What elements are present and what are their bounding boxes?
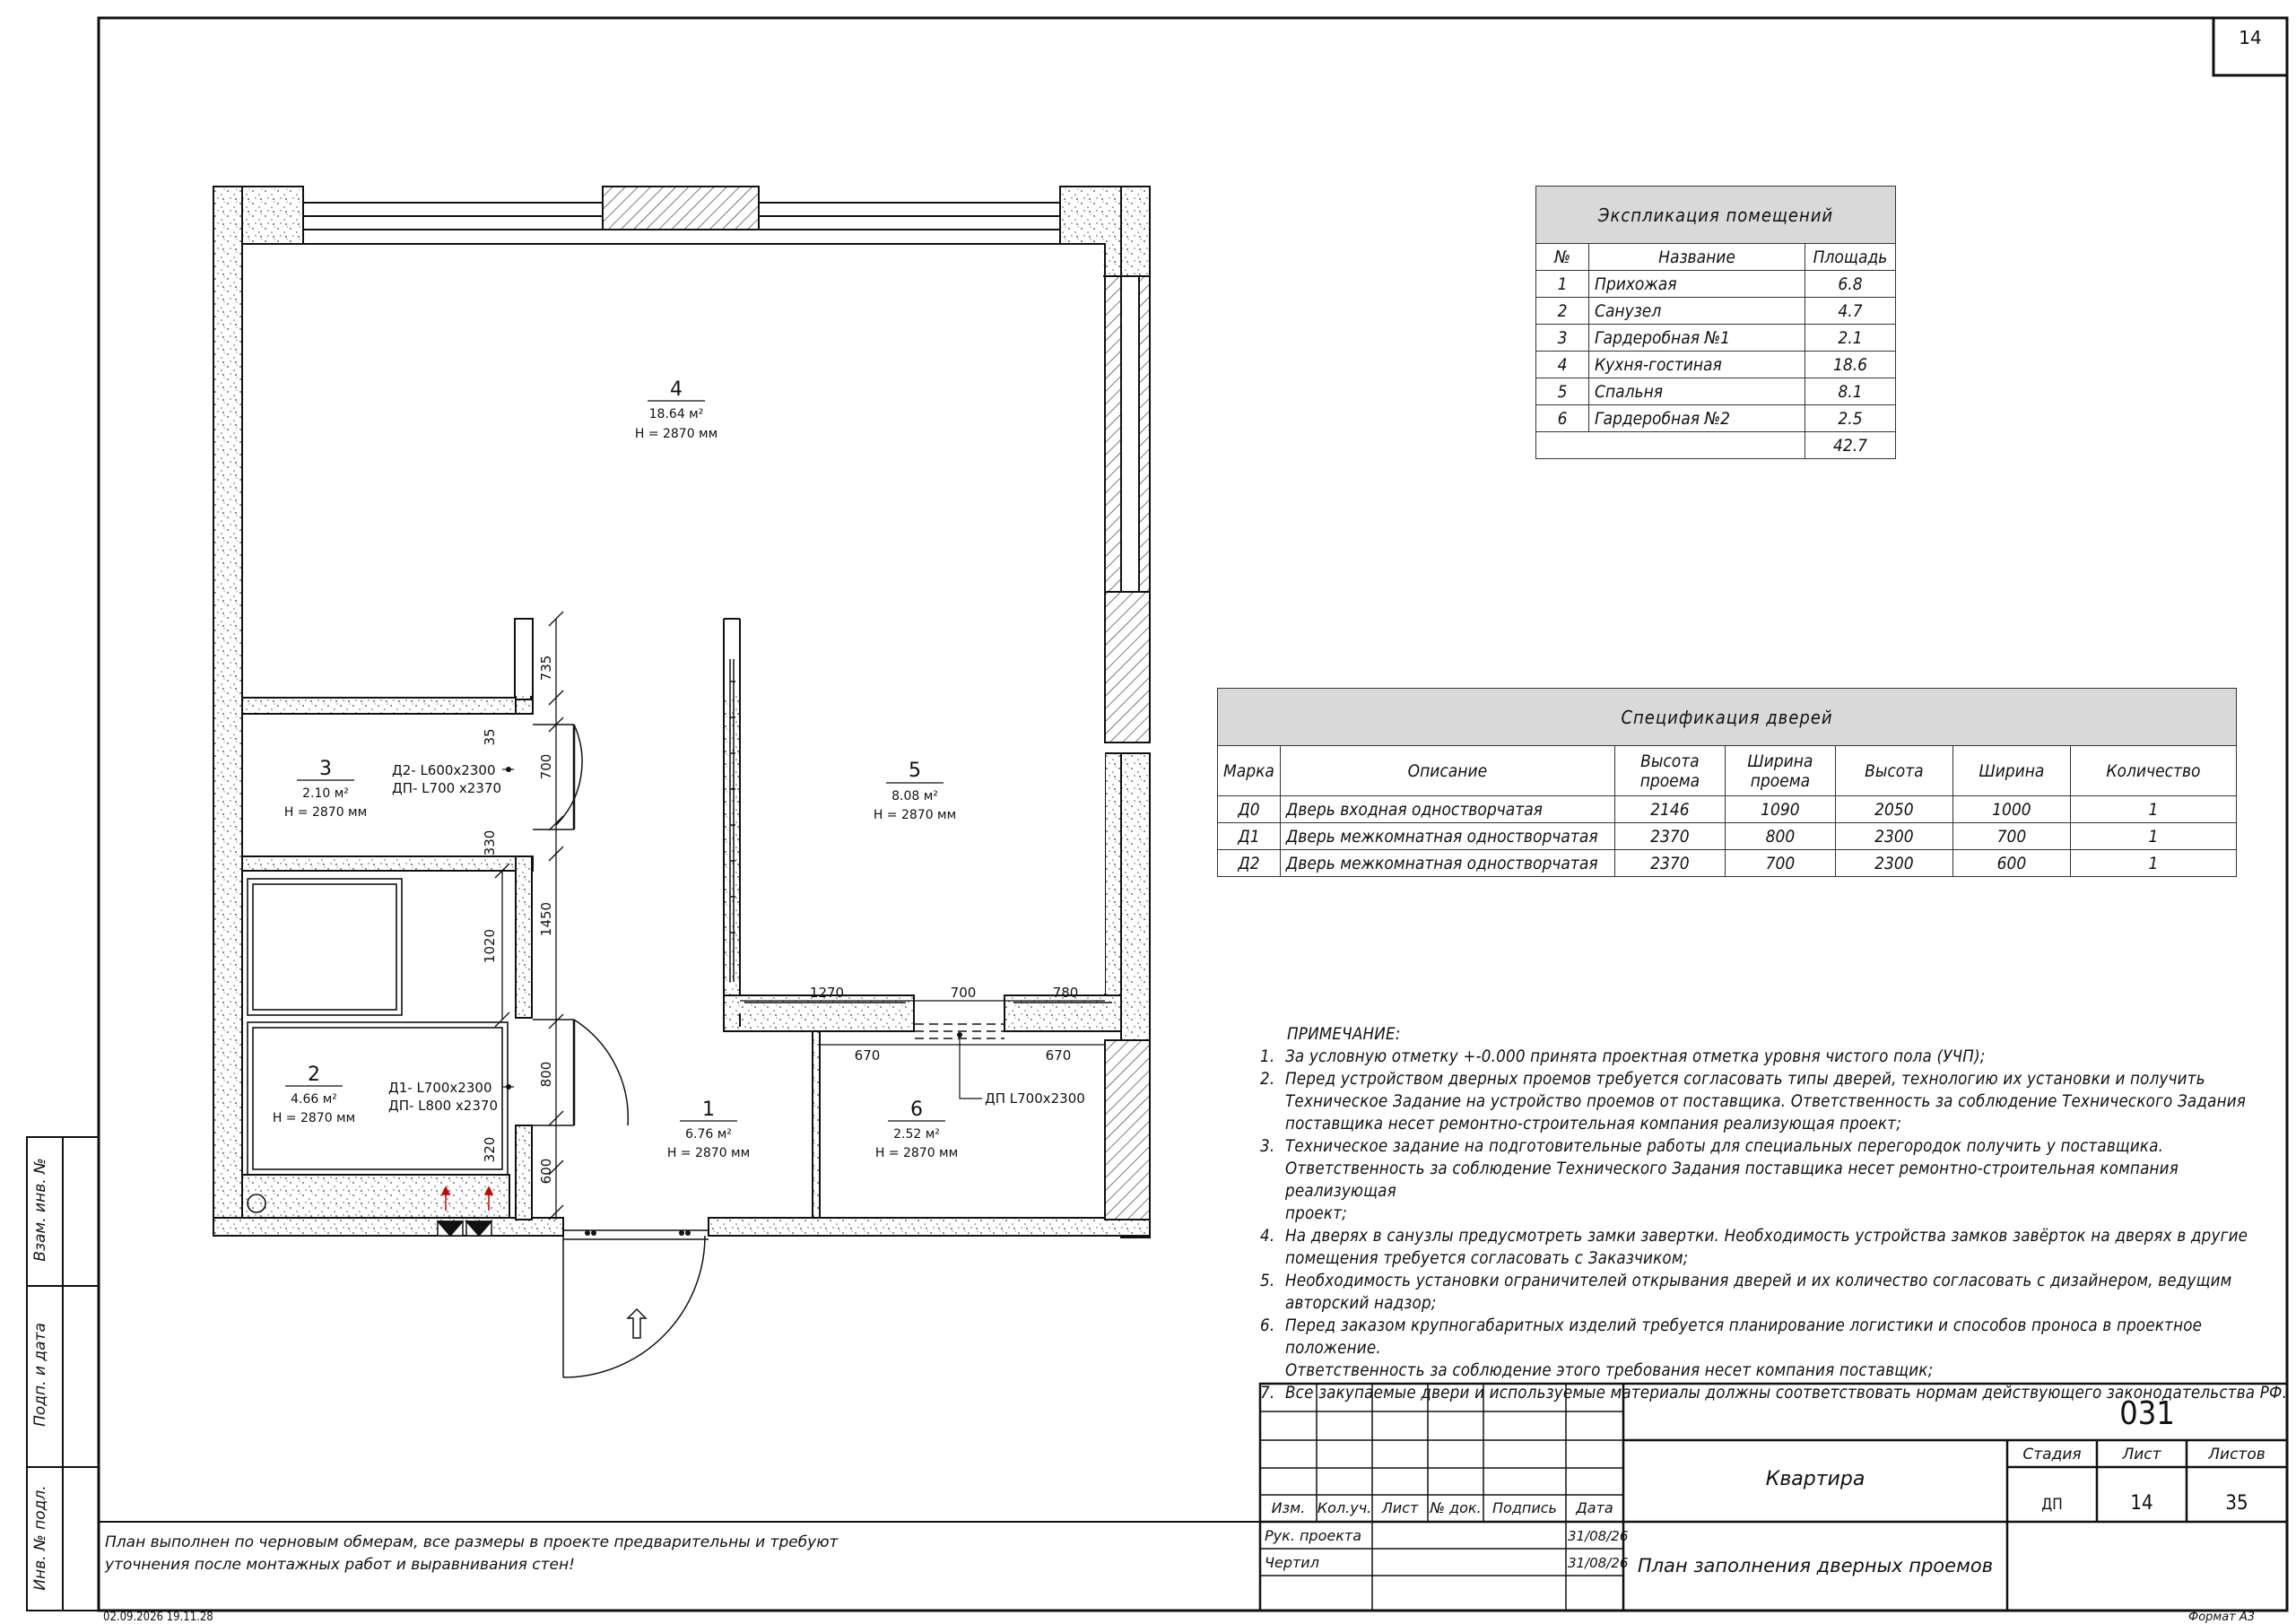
dim-330: 330 [482,829,498,856]
row-num: 1 [1536,271,1589,298]
row-num: 2 [1536,298,1589,325]
stamp-sheet-title: План заполнения дверных проемов [1637,1555,1994,1576]
room-2-height: H = 2870 мм [272,1111,356,1125]
room-1-area: 6.76 м² [685,1127,732,1142]
cell-qty: 1 [2070,823,2236,850]
row-name: Гардеробная №1 [1589,325,1805,352]
stamp-stage-value: ДП [2041,1496,2063,1514]
stamp-date-drafter: 31/08/26 [1568,1555,1629,1571]
door-spec-title: Спецификация дверей [1218,689,2237,746]
note-item: 1. За условную отметку +-0.000 принята проектная отметка уровня чистого пола (УЧП); [1260,1047,1986,1066]
dim-700-h: 700 [950,985,977,1001]
room-2-area: 4.66 м² [291,1092,337,1107]
print-timestamp: 02.09.2026 19.11.28 [103,1611,213,1624]
row-name: Санузел [1589,298,1805,325]
stamp-object-name: Квартира [1765,1468,1866,1490]
dim-780: 780 [1052,985,1079,1001]
dim-670-right: 670 [1045,1047,1072,1064]
cell-h: 2300 [1835,823,1952,850]
explication-header-area: Площадь [1805,244,1896,271]
dim-700: 700 [538,753,554,780]
dim-735: 735 [538,655,554,682]
cell-hopen: 2370 [1614,850,1725,877]
stamp-sheet-value: 14 [2130,1492,2153,1515]
dim-800: 800 [538,1061,554,1088]
notes-title: ПРИМЕЧАНИЕ: [1287,1025,1401,1044]
row-num: 5 [1536,378,1589,405]
stamp-sheets-value: 35 [2225,1492,2248,1515]
note-item: 3. Техническое задание на подготовительные работы для специальных перегородок получить у поставщика. Ответственность за соблюдение Технического Задания поставщика несет ремонтно-строительная компания реализующая проект; [1260,1137,2179,1223]
cell-w: 600 [1952,850,2070,877]
room-2-number: 2 [308,1064,320,1086]
row-area: 4.7 [1805,298,1896,325]
room-1-number: 1 [702,1099,715,1121]
explication-header-name: Название [1589,244,1805,271]
cell-mark: Д1 [1218,823,1281,850]
cell-qty: 1 [2070,796,2236,823]
footnote-line-1: План выполнен по черновым обмерам, все размеры в проекте предварительны и требуют [105,1533,839,1551]
spec-header-w: Ширина [1952,746,2070,796]
row-num: 4 [1536,352,1589,378]
room-1-height: H = 2870 мм [666,1146,751,1160]
room-5-height: H = 2870 мм [873,808,957,822]
door-d1-label: Д1- L700x2300 [388,1080,492,1096]
cell-wopen: 700 [1725,850,1835,877]
stamp-col-kolvo: Кол.уч. [1317,1499,1372,1516]
row-num: 6 [1536,405,1589,432]
stamp-col-doc: № док. [1430,1499,1482,1516]
stamp-col-date: Дата [1576,1499,1613,1516]
cell-w: 700 [1952,823,2070,850]
note-item: 5. Необходимость установки ограничителей открывания дверей и их количество согласовать с дизайнером, ведущим авторский надзор; [1260,1272,2232,1313]
room-6-height: H = 2870 мм [874,1146,959,1160]
row-area: 18.6 [1805,352,1896,378]
dim-35: 35 [482,728,498,746]
room-3-area: 2.10 м² [302,786,349,801]
spec-header-h: Высота [1835,746,1952,796]
cell-w: 1000 [1952,796,2070,823]
row-name: Прихожая [1589,271,1805,298]
cell-hopen: 2370 [1614,823,1725,850]
stamp-project-code: 031 [2119,1395,2175,1432]
spec-header-mark: Марка [1218,746,1281,796]
row-area: 2.1 [1805,325,1896,352]
door-dp-label: ДП L700x2300 [985,1090,1085,1107]
stamp-label-sheets: Листов [2208,1446,2266,1463]
explication-header-num: № [1536,244,1589,271]
cell-desc: Дверь входная одностворчатая [1280,796,1614,823]
row-area: 8.1 [1805,378,1896,405]
strip-label-replace: Взам. инв. № [31,1158,49,1262]
strip-label-inventory: Инв. № подл. [31,1485,49,1591]
stamp-col-izm: Изм. [1271,1499,1306,1516]
spec-header-desc: Описание [1280,746,1614,796]
spec-header-hopen: Высота проема [1614,746,1725,796]
stamp-col-list: Лист [1381,1499,1419,1516]
row-name: Спальня [1589,378,1805,405]
room-6-area: 2.52 м² [893,1127,940,1142]
cell-h: 2050 [1835,796,1952,823]
cell-wopen: 800 [1725,823,1835,850]
cell-mark: Д2 [1218,850,1281,877]
corner-sheet-number: 14 [2239,27,2262,48]
stamp-role-manager: Рук. проекта [1265,1527,1361,1544]
cell-mark: Д0 [1218,796,1281,823]
row-area: 6.8 [1805,271,1896,298]
dim-320: 320 [482,1136,498,1163]
door-d1-opening-label: ДП- L800 x2370 [388,1098,498,1114]
stamp-role-drafter: Чертил [1265,1554,1319,1571]
cell-wopen: 1090 [1725,796,1835,823]
format-label: Формат А3 [2188,1611,2256,1624]
room-4-height: H = 2870 мм [634,427,718,441]
cell-hopen: 2146 [1614,796,1725,823]
footnote-line-2: уточнения после монтажных работ и выравнивания стен! [105,1556,575,1574]
cell-desc: Дверь межкомнатная одностворчатая [1280,823,1614,850]
strip-label-signature: Подп. и дата [31,1323,49,1427]
door-d2-label: Д2- L600x2300 [392,762,496,778]
spec-header-qty: Количество [2070,746,2236,796]
stamp-col-sign: Подпись [1492,1499,1557,1516]
dim-600: 600 [538,1158,554,1185]
room-5-number: 5 [909,760,921,782]
room-4-area: 18.64 м² [648,407,704,421]
stamp-label-sheet: Лист [2122,1446,2161,1463]
explication-title: Экспликация помещений [1536,187,1896,244]
dim-670-left: 670 [854,1047,881,1064]
door-d2-opening-label: ДП- L700 x2370 [392,780,501,796]
note-item: 4. На дверях в санузлы предусмотреть замки завертки. Необходимость устройства замков завёрток на дверях в другие помещения требуется согласовать с Заказчиком; [1260,1227,2248,1268]
spec-header-wopen: Ширина проема [1725,746,1835,796]
note-item: 2. Перед устройством дверных проемов требуется согласовать типы дверей, технологию их установки и получить Техническое Задание на устройство проемов от поставщика. Ответственность за соблюдение Технического Задания поставщика несет ремонтно-строительная компания реализующая проект; [1260,1070,2247,1133]
dim-1270: 1270 [809,985,845,1001]
row-name: Кухня-гостиная [1589,352,1805,378]
room-3-height: H = 2870 мм [283,805,368,820]
room-4-number: 4 [670,378,683,401]
row-name: Гардеробная №2 [1589,405,1805,432]
cell-qty: 1 [2070,850,2236,877]
room-6-number: 6 [910,1099,923,1121]
dim-1020: 1020 [482,928,498,964]
note-item: 7. Все закупаемые двери и используемые материалы должны соответствовать нормам действующего законодательства РФ. [1260,1384,2288,1403]
note-item: 6. Перед заказом крупногабаритных изделий требуется планирование логистики и способов проноса в проектное положение. Ответственность за соблюдение этого требования несет компания поставщик; [1260,1316,2203,1380]
cell-desc: Дверь межкомнатная одностворчатая [1280,850,1614,877]
cell-h: 2300 [1835,850,1952,877]
room-5-area: 8.08 м² [891,789,938,803]
stamp-date-manager: 31/08/26 [1568,1528,1629,1544]
room-3-number: 3 [319,758,332,780]
explication-total: 42.7 [1805,432,1896,459]
stamp-label-stage: Стадия [2022,1446,2082,1463]
dim-1450: 1450 [538,901,554,937]
row-num: 3 [1536,325,1589,352]
row-area: 2.5 [1805,405,1896,432]
